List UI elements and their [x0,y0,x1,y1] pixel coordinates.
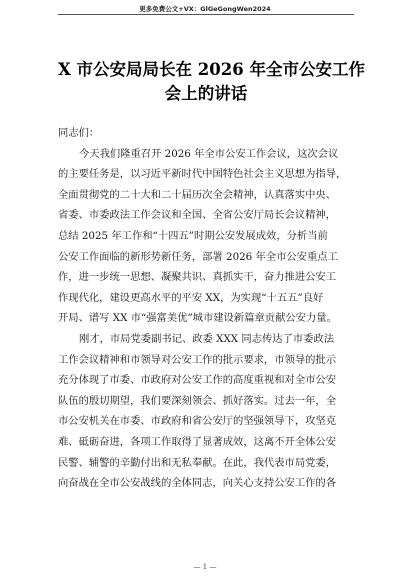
paragraph-line: 队伍的殷切期望，我们要深刻领会、抓好落实。过去一年，全 [58,394,337,407]
paragraph-line: 充分体现了市委、市政府对公安工作的高度重视和对全市公安 [58,374,337,387]
paragraph-line: 难、砥砺奋进，各项工作取得了显著成效，这离不开全体公安 [58,435,337,448]
paragraph-2 [58,329,354,494]
header-divider [58,14,354,15]
paragraph-line: 作，进一步统一思想、凝聚共识、真抓实干，奋力推进公安工 [58,271,337,284]
paragraph-line: 公安工作面临的新形势新任务，部署 2026 年全市公安重点工 [58,250,338,263]
title-line-2: 会上的讲话 [164,84,248,103]
paragraph-line: 向奋战在全市公安战线的全体同志，向关心支持公安工作的各 [58,477,337,490]
paragraph-1 [58,144,354,329]
salutation: 同志们： [58,127,100,139]
paragraph-line: 市公安机关在市委、市政府和省公安厅的坚强领导下，攻坚克 [58,415,337,428]
paragraph-line: 作现代化，建设更高水平的平安 XX，为实现“十五五”良好 [58,291,324,304]
paragraph-line: 省委、市委政法工作会议和全国、全省公安厅局长会议精神， [58,209,337,222]
document-title [58,58,365,106]
paragraph-line: 民警、辅警的辛勤付出和无私奉献。在此，我代表市局党委， [58,456,337,469]
title-line-1: X 市公安局局长在 2026 年全市公安工作 [58,60,365,79]
header-note: 更多免费公文+VX：GlGeGongWen2024 [139,5,271,13]
paragraph-line: 工作会议精神和市领导对公安工作的批示要求，市领导的批示 [58,353,337,366]
paragraph-line: 全面贯彻党的二十大和二十届历次全会精神，认真落实中央、 [58,188,337,201]
paragraph-line: 总结 2025 年工作和“十四五”时期公安发展成效，分析当前 [58,229,328,242]
paragraph-line: 开局、谱写 XX 市“强富美优”城市建设新篇章贡献公安力量。 [58,312,337,325]
paragraph-line: 今天我们隆重召开 2026 年全市公安工作会议，这次会议 [79,147,339,160]
paragraph-line: 刚才，市局党委副书记、政委 XXX 同志传达了市委政法 [79,332,335,345]
page-number: — 1 — [193,563,217,571]
paragraph-line: 的主要任务是，以习近平新时代中国特色社会主义思想为指导， [58,168,347,181]
document-body [58,123,354,494]
